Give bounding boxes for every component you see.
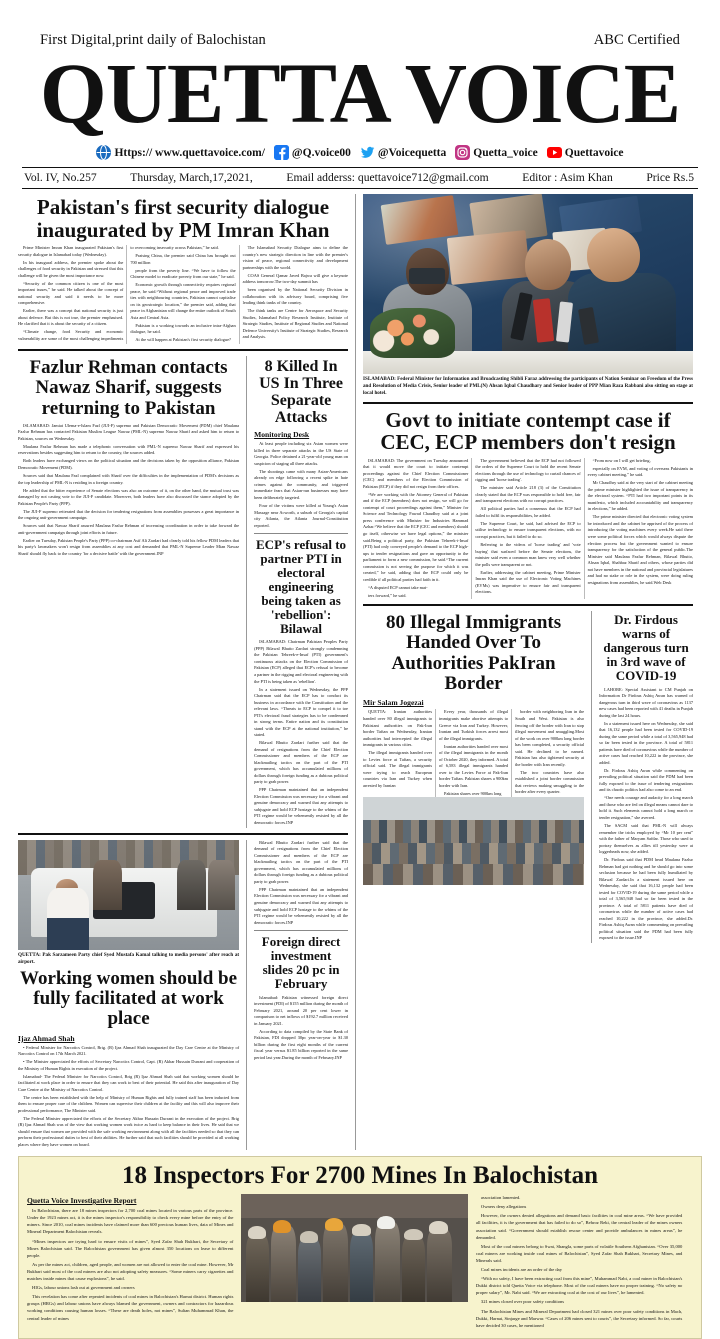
paragraph: Mr Chaudhry said at the very start of the cabinet meeting the prime minister highlighted the issue of transparency in the electoral system. “PTI had two important points in its manifesto, which included accountability and transparency in elections,” he added.	[587, 480, 693, 512]
article-headline: Govt to initiate contempt case if CEC, ECP members don't resign	[380, 407, 676, 455]
paragraph: Every year, thousands of illegal immigrants make abortive attempts to Greece via Iran and Turkey. However, Iranian and Turkish forces arrest most of the illegal immigrants.	[439, 709, 509, 741]
paragraph: border with neighboring Iran in the South and West. Pakistan is also fencing off the border with Iran to stop illegal movement and smuggling.Most of the work on over 900km long border has been completed, a security official said. He declined to be named. Pakistan has also tightened security at the border with Iran recently.	[515, 709, 585, 767]
paragraph: At least people including six Asian women were killed in three separate attacks in the US State of Georgia. Police detained a 21-year-old young man on suspicion of staging all three attacks.	[254, 441, 348, 466]
youtube-label: Quettavoice	[564, 146, 624, 159]
bilawal-continued	[254, 840, 348, 926]
left-bottom-row	[18, 840, 348, 1150]
article-firdous-covid[interactable]	[599, 611, 693, 943]
paragraph: The Federal Minister appreciated the efforts of the Secretary Akbar Hussain Durrani in the execution of the project. Brig (R) Ijaz Ahmad Shah was of the view that working women work twice as hard to keep balance in their lives. He said that we should ensure that women are provided with the safe working environment along with all the facilities needed so that they can perform their professional duties to best of their abilities. He further said that such facilities should be provided at all working places where they have women on board.	[18, 1115, 240, 1147]
paragraph: ISLAMABAD: Chairman Pakistan Peoples Party (PPP) Bilawal Bhutto Zardari strongly condemning the Pakistan Tehreek-e-Insaf (PTI) government's continuous attacks on the Election Commission of Pakistan (ECP) alleged that ECP's refusal to become a partner in the rigging and electoral engineering with the PTI is being taken as 'rebellion'.	[254, 639, 348, 684]
article-body	[363, 709, 584, 797]
paragraph: The shootings came with many Asian-Americans already on edge following a recent spike in hate crimes against the community, and triggered immediate fears that Asian-run businesses may have been deliberately targeted.	[254, 468, 348, 500]
main-column-divider	[355, 194, 356, 1150]
volume-number: Vol. IV, No.257	[24, 171, 97, 185]
paragraph: Coal mines incidents are an order of the day	[480, 1267, 563, 1273]
article-body	[18, 245, 348, 344]
paragraph: Both leaders have exchanged views on the political situation and the decisions taken by the opposition alliance, Pakistan Democratic Movement (PDM).	[18, 458, 240, 470]
paragraph: In a statement issued on Wednesday, the PPP Chairman said that the ECP has to conduct its business in accordance with the Constitution and the relevant laws. “Threats to ECP to compel it to toe PTI's electoral fraud strategies has to be condemned in strong terms. Entire nation and its constitution stand with the ECP at the national institution,” he stated.	[254, 686, 348, 738]
paragraph: Praising China, the premier said China has brought out 700 million	[130, 253, 236, 265]
paragraph: “Security of the common citizen is one of the most important issues,” he said. He talked about the concept of national security and said it needs to be more comprehensive.	[18, 280, 124, 306]
photo-caption: ISLAMABAD: Federal Minister for Information and Broadcasting Shibli Faraz addressing the participants of Nation Seminar on Freedom of the Press and Resolution of Media Crisis, Senior leader of PML(N) Ahsan Iqbal Chaudhary and Senior leader of PPP Mian Raza Rabbani also sitting on stage at local hotel.	[363, 376, 693, 397]
paragraph: The two countries have also established a joint border commission that reviews making smuggling to the border after every quarter.	[515, 769, 585, 795]
section-divider	[18, 349, 348, 351]
masthead-divider-2	[22, 188, 698, 189]
paragraph: association lamented.	[480, 1195, 521, 1201]
paragraph: Maulana Fazlur Rehman has made a telephonic conversation with PML-N supremo Nawaz Sharif and expressed his reservations besides suggesting him to return to the country, the sources added.	[18, 443, 240, 456]
tagline: First Digital,print daily of Balochistan	[40, 32, 266, 48]
paragraph: • Federal Minister for Narcotics Control, Brig. (R) Ijaz Ahmad Shah inaugurated the Day Care Centre at the Ministry of Narcotics Control on 17th March 2021.	[18, 1044, 240, 1057]
paragraph: “Climate change, food Security and economic vulnerability are some of the most challenging impediments to overcoming insecurity across Pakistan,” he said.	[18, 245, 219, 341]
article-fdi[interactable]	[254, 935, 348, 1061]
instagram-icon	[455, 145, 470, 160]
paragraph: Iranian authorities handed over most of the illegal immigrants in the month of October 2020, they informed. A total of 6,583 illegal immigrants handed over to the Levies Force at Pak-Iran border Taftan. Pakistan shares a 900km border with Iran.	[439, 743, 509, 788]
paragraph: Most of the coal miners belong to Swat, Shangla, some parts of volatile Southern Afghanistan. “Over 35,000 coal miners are working inside coal mines of Balochistan”, Syed Zafar Shah Bukhari, Secretary Mines, and Minerals said.	[475, 1243, 683, 1263]
paragraph: The Supreme Court, he said, had advised the ECP to utilise technology to ensure transparent elections, with no corrupt practices, but it failed to do so.	[475, 520, 581, 539]
banner-right-column	[476, 1194, 682, 1331]
paragraph: Economic growth through connectivity requires regional peace, he said.“Without regional peace and improved trade ties with neighbouring countries, Pakistan cannot capitalise on its geostrategic location,” the premier said, adding that peace in Afghanistan will change the entire outlook of South Asia and Central Asia.	[130, 282, 236, 320]
left-narrow-column	[254, 356, 348, 828]
article-fazlur-rehman[interactable]	[18, 356, 239, 828]
paragraph: Earlier on Tuesday, Pakistan People's Party (PPP) co-chairman Asif Ali Zardari had clearly told his fellow PDM leaders that his party's lawmakers won't resign from assemblies at any cost and demanded that PML-N Supreme Leader Mian Nawaz Sharif should fly back to the country 'for a decisive battle' with the government.INP	[18, 537, 240, 556]
photo-caption: QUETTA: Pak Sarzameen Party chief Syed Mustafa Kamal talking to media persons' after reach at airport.	[18, 951, 240, 965]
editor-name: Editor : Asim Khan	[522, 171, 613, 185]
paragraph: ISLAMABAD: Jamiat Ulema-e-Islam Fazl (JUI-F) supremo and Pakistan Democratic Movement (PDM) chief Maulana Fazlur Rehman has contacted Pakistan Muslim League Nawaz (PML-N) supremo Nawaz Sharif and asked him to return to Pakistan, sources on Wednesday.	[18, 422, 240, 441]
article-immigrants[interactable]	[363, 611, 584, 943]
right-bottom-row	[363, 611, 693, 943]
paragraph: As per the mines act, children, aged people, and women are not allowed to enter the coal mine. However, Mr Bukhari said most of the coal miners are also not adopting safety measures. “Some miners carry cigarettes and matches inside mines that cause explosions”, he said.	[27, 1261, 234, 1282]
paragraph: COAS General Qamar Javed Bajwa will give a keynote address tomorrow.The two-day summit has	[242, 272, 348, 285]
instagram-label: Quetta_voice	[473, 146, 538, 159]
paragraph: Bilawal Bhutto Zardari further said that the demand of resignations from the Chief Election Commissioner and members of the ECP are blackmailing tactics on the part of the PTI government, which has accumulated millions of dollars through foreign funding as a dubious political party to grab power.	[254, 839, 348, 884]
paragraph: Dr. Firdous Ashiq Awan while commenting on prevailing political situation said the PDM had been fully exposed to the issue of tendering resignations and its chaotic politics had also come to an end.	[599, 767, 693, 793]
banner-body-right	[476, 1194, 682, 1329]
article-headline: Dr. Firdous warns of dangerous turn in 3rd wave of COVID-19	[603, 612, 689, 683]
email-address: Email adderss: quettavoice712@gmail.com	[286, 171, 489, 185]
article-contempt-case[interactable]	[363, 409, 693, 599]
section-divider	[254, 930, 348, 931]
article-lead-security-dialogue[interactable]	[18, 196, 348, 344]
twitter-link[interactable]	[360, 145, 446, 160]
abc-certified-label: ABC Certified	[593, 32, 680, 48]
paragraph: Islamabad- The Federal Minister for Narcotics Control, Brig (R) Ijaz Ahmad Shah said that working women should be facilitated at work place in order to ensure that they can work to best of their potential. He said this after inauguration of Day Care Centre at the Ministry of Narcotics Control.	[18, 1073, 240, 1092]
article-bilawal-ecp[interactable]	[254, 538, 348, 826]
article-us-attacks[interactable]	[254, 358, 348, 529]
section-divider	[18, 833, 348, 835]
paragraph: In a statement issued here on Wednesday, she said that 16,132 people had been tested for COVID-19 during the same period while a total of 3,565,948 had so far been tested in the province. A total of 5811 patients have died of coronavirus while the number of active cases had reached 10,222 in the province, she added.	[599, 720, 693, 765]
paragraph: The Balochistan Mines and Mineral Department had closed 321 mines over poor safety conditions in Mach, Dukki, Harnai, Sinjarge and Marwar. “Cases of 206 mines sent to courts”, the Secretary informed. So far, courts have decided 30 cases, he mentioned	[475, 1308, 683, 1328]
paragraph: Referring to the videos of 'horse trading' and 'vote buying' that surfaced before the Senate elections, the minister said even a common man knew very well whether the polls were transparent or not.	[475, 542, 581, 567]
paragraph: especially on EVM, and voting of overseas Pakistanis in every cabinet meeting,” he said.	[587, 465, 693, 478]
paragraph: QUETTA: Iranian authorities handed over 80 illegal immigrants to Pakistani authorities on Pak-Iran border Taftan on Wednesday, Iranian authorities had intercepted the illegal immigrants in various cities.	[363, 709, 433, 748]
left-column	[18, 194, 348, 1150]
newspaper-title: QUETTA VOICE	[39, 45, 681, 141]
article-headline: 8 Killed In US In Three Separate Attacks	[259, 357, 343, 427]
masthead-info-row	[18, 168, 702, 184]
banner-headline: 18 Inspectors For 2700 Mines In Balochistan	[122, 1161, 598, 1189]
facebook-label: @Q.voice00	[291, 146, 351, 159]
bottom-banner-mines-story[interactable]	[18, 1156, 702, 1339]
article-body	[18, 423, 239, 557]
right-column	[363, 194, 693, 1150]
section-divider	[363, 402, 693, 404]
paragraph: Islamabad: Pakistan witnessed foreign direct investment (FDI) of $155 million during the month of February 2021, around 20 per cent lower in comparison to net inflows of $192.7 million received in January 2021.	[254, 994, 348, 1026]
article-byline: Monitoring Desk	[254, 430, 310, 440]
facebook-link[interactable]	[274, 145, 351, 160]
paragraph: Sources said that Maulana Fazl complained with Sharif over the difficulties in the implementation of PDM's decisions as the top leadership of PML-N is residing in a foreign country.	[18, 473, 240, 485]
banner-left-column	[27, 1194, 233, 1331]
article-body	[254, 995, 348, 1062]
paragraph: ters forward,” he said.	[368, 592, 407, 598]
article-headline: Working women should be fully facilitated at work place	[20, 967, 238, 1030]
paragraph: “A disputed ECP cannot take mat-	[368, 584, 428, 590]
paragraph: The Islamabad Security Dialogue aims to define the country's new strategic direction in line with the premier's vision of peace, regional connectivity and development partnerships with the world.	[242, 245, 348, 270]
article-working-women[interactable]	[18, 969, 239, 1149]
article-headline: Foreign direct investment slides 20 pc in February	[261, 934, 341, 991]
paragraph: been organised by the National Security Division in collaboration with its advisory board, comprising five leading think tanks of the country.	[242, 287, 348, 306]
paragraph: “From now on I will get briefing,	[592, 457, 651, 463]
column-divider	[246, 840, 247, 1150]
paragraph: PPP Chairman maintained that an independent Election Commission was necessary for a vibrant and genuine democracy and warned that any attempts to subjugate and hold ECP hostage to the whims of the PTI regime would be vehemently resisted by all the democratic forces.INP	[254, 787, 348, 825]
paragraph: PPP Chairman maintained that an independent Election Commission was necessary for a vibrant and genuine democracy and warned that any attempts to subjugate and hold ECP hostage to the whims of the PTI regime would be vehemently resisted by all the democratic forces.INP	[254, 886, 348, 925]
paragraph: The think tanks are Centre for Aerospace and Security Studies, Islamabad Policy Research Institute, Institute of Strategic Studies, Institute of Regional Studies and National Defence University's Institute of Strategic Studies, Research and Analysis.	[242, 308, 348, 340]
youtube-icon	[547, 145, 562, 160]
paragraph: Prime Minister Imran Khan inaugurated Pakistan's first security dialogue in Islamabad today (Wednesday).	[18, 245, 124, 257]
banner-grid	[27, 1194, 693, 1331]
paragraph: The centre has been established with the help of Ministry of Human Rights and fully trained staff has been inducted from them to ensure proper care of the children. Women can supervise their children at the facility and this will also improve their professional performance, The Minister said.	[18, 1094, 240, 1113]
paragraph: In his inaugural address, the premier spoke about the challenges of food security in Pakistan and stressed that this challenge will be given the most importance now.	[18, 259, 124, 278]
article-body	[18, 1045, 239, 1149]
masthead	[18, 0, 702, 189]
paragraph: The government believed that the ECP had not followed the orders of the Supreme Court to hold the recent Senate elections through the use of technology to curtail chances of rigging and 'horse trading'.	[475, 457, 581, 483]
paragraph: According to data compiled by the State Bank of Pakistan, FDI dropped 30pc year-on-year to $1.30 billion during the first eight months of the current fiscal year versus $1.85 billion reported in the same period last year.During the month of February.INP	[254, 1028, 348, 1060]
price: Price Rs.5	[646, 171, 694, 185]
paragraph: • The Minister appreciated the efforts of Secretary Narcotics Control, Capt. (R) Akbar Hussain Durrani and cooperation of the Ministry of Human Rights in execution of the project.	[18, 1059, 240, 1071]
left-mid-row	[18, 356, 348, 828]
article-byline: Ijaz Ahmad Shah	[18, 1033, 75, 1043]
paragraph: The illegal immigrants handed over to Levies force at Taftan, a security official said. The illegal immigrants were trying to reach European countries via Iran and Turkey when arrested by Iranian	[363, 750, 433, 788]
column-divider	[591, 611, 592, 943]
paragraph: The prime minister directed that electronic voting system be introduced and the cabinet be apprised of the process of introducing the voting machines every week.He said there were some political forces which would always dispute the election process but the government wanted to ensure transparency for the satisfaction of the general public.The Minister said Maulana Fazlur Rehman, Bilawal Bhutto, Ahsan Iqbal, Shahbaz Sharif and others, whose parties did not have members in the national and provincial legislatures and had no stake or role in the system, were doing ruling resignations from assemblies, he said.Web Desk	[587, 514, 693, 585]
paragraph: At the will happen at Pakistan's first security dialogue?	[135, 337, 231, 343]
youtube-link[interactable]	[547, 145, 624, 160]
paragraph: ISLAMABAD: The government on Tuesday announced that it would move the court to initiate contempt proceedings against the Chief Election Commissioner (CEC) and members of the Election Commission of Pakistan (ECP) if they did not resign from their offices.	[363, 457, 469, 489]
paragraph: “One needs courage and audacity for a long march and those who are fed on illegal means cannot dare to hold it. Such elements cannot hold a long march or tender resignation,” she averred.	[599, 795, 693, 820]
banner-photo-column	[241, 1194, 467, 1331]
paragraph: However, the owners denied allegations and demand basic facilities in coal mine areas. “We have provided all facilities, it is the government that has failed to do so”, Behroz Reki, the central leader of the mines owners association said. “Government should establish rescue center and provide ambulances in mines areas”, he demanded.	[475, 1213, 683, 1240]
article-body	[254, 639, 348, 826]
photo-press-conference	[363, 194, 693, 374]
paragraph: HIGs, labour unions lash out at government and owners	[32, 1285, 135, 1291]
paragraph: “Mines inspectors are trying hard to ensure visits of mines”, Syed Zafar Shah Bukhari, the Secretary of Mines Balochistan said. The Balochistan government has given almost 350 locations on lease to different people.	[27, 1238, 234, 1258]
paragraph: Earlier, addressing the cabinet meeting, Prime Minister Imran Khan said the use of Electronic Voting Machines (EVMs) was imperative to ensure fair and transparent elections.	[475, 569, 581, 595]
website-link[interactable]	[96, 145, 264, 160]
photo-mustafa-kamal	[18, 840, 239, 950]
paragraph: Sources said that Nawaz Sharif assured Maulana Fazlur Rehman of increasing coordination in order to take forward the anti-government campaign through joint efforts in future.	[18, 523, 240, 535]
paragraph: LAHORE: Special Assistant to CM Punjab on Information Dr Firdous Ashiq Awan has warned of dangerous turn in third wave of coronavirus as 1137 new cases had been reported with 41 deaths in Punjab during the last 24 hours.	[599, 686, 693, 718]
paragraph: In Balochistan, there are 18 mines inspectors for 2,700 coal mines located in various parts of the province. Under the 1923 mines act, it is the mines inspector's responsibility to check every mine before the entry of the miners. Since 2010, coal mines incidents have claimed more than 600 precious human lives, data of Mines and Mineral Department Balochistan reveals.	[27, 1208, 234, 1235]
article-byline: Mir Salam Jogezai	[363, 698, 424, 708]
paragraph: people from the poverty line. “We have to follow the Chinese model to eradicate poverty from our state,” he said.	[130, 267, 236, 280]
issue-date: Thursday, March,17,2021,	[130, 171, 253, 185]
paragraph: Bilawal Bhutto Zardari further said that the demand of resignations from the Chief Election Commissioner and members of the ECP are blackmailing tactics on the part of the PTI government, which has accumulated millions of dollars through foreign funding as a dubious political party to grab power.	[254, 740, 348, 785]
paragraph: He added that the bitter experience of Senate elections was also an outcome of it, on the other hand, the mutual trust was damaged by not casting vote to the JUI-F candidate. Moreover, both leaders have also discussed the stance adopted by the Pakistan People's Party (PPP).	[18, 487, 240, 506]
article-headline: 80 Illegal Immigrants Handed Over To Authorities PakIran Border	[385, 612, 562, 695]
twitter-label: @Voicequetta	[377, 146, 447, 159]
column-divider	[246, 356, 247, 828]
paragraph: Four of the victims were killed at Young's Asian Massage near Acworth, a suburb of Georgia's capital city Atlanta, the Atlanta Journal-Constitution reported.	[254, 503, 348, 528]
paragraph: The JUI-F supremo reiterated that the decision for tendering resignations from assemblies possesses a great importance in the ongoing anti-government campaign.	[18, 508, 240, 521]
paragraph: The SACM said that PML-N will always remember the tricks employed by “Mr 10 per cent” with the father of Maryam Safdar. Those who used to portray themselves as allies till yesterday were at loggerheads now, she added.	[599, 823, 693, 855]
paragraph: “We are working with the Attorney General of Pakistan and if the ECP (members) does not resign, we will go for contempt of court proceedings against them,” Minister for Science and Technology Fawad Chaudhry said at a joint press conference with Minister for Industries Hammad Azhar.“We believe that the ECP (CEC and members) should go itself, otherwise we have legal options,” the minister said.Being a political party, the Pakistan Tehreek-i-Insaf (PTI) had only conveyed people's demand to the ECP high-ups to tender resignations and gave an opportunity to the parliament to form a new commission, he said.“The current commission is not serving the purpose for which it was created,” he said, adding that the ECP could only be credible if all political parties had faith in it.	[363, 491, 469, 582]
masthead-top-row	[18, 0, 702, 49]
article-headline: Fazlur Rehman contacts Nawaz Sharif, suggests returning to Pakistan	[29, 356, 228, 419]
paragraph: Earlier, there was a concept that national security is just about defence. But this is not true, the premier emphasised. He clarified that it is about the security of a citizen.	[18, 308, 124, 327]
paragraph: This revelation has come after repeated incidents of coal mines in Balochistan's Harnai district. Human rights groups (HRGs) and labour unions have always blamed the government, owners and contractors for hazardous working conditions causing human losses. “These are death holes, not mines”, Sultan Muhammad Khan, the central leader of mines	[27, 1294, 234, 1321]
paragraph: “With no safety, I have been extracting coal from this mine”, Muhammad Nabi, a coal miner in Balochistan's Dukki district told Quetta Voice via telephone. Most of the coal miners have no proper training. “No safety no proper salary”, Mr. Nabi said. “We are extracting coal at the cost of our lives”, he lamented.	[475, 1276, 683, 1296]
article-headline: Pakistan's first security dialogue inaugurated by PM Imran Khan	[36, 195, 330, 242]
paragraph: Dr. Firdous said that PDM head Maulana Fazlur Rehman had got nothing and he should go into some seclusion because he had been fully humiliated by Bilawal Zardari.In a statement issued here on Wednesday, she said that 16,132 people had been tested for COVID-19 during the same period while a total of 3,565,948 had so far been tested in the province. A total of 5811 patients have died of coronavirus while the number of active cases had reached 10,222 in the province, she added.Dr. Firdous Ashiq Awan while commenting on prevailing political situation said the PDM had been fully exposed to the issue.INP	[599, 857, 693, 941]
article-headline: ECP's refusal to partner PTI in electoral engineering being taken as 'rebellion': Bilawal	[256, 537, 347, 636]
paragraph: All political parties had a consensus that the ECP had failed to fulfil its responsibilities, he added.	[475, 506, 581, 518]
main-content-grid	[18, 194, 702, 1150]
paragraph: The minister said Article 218 (3) of the Constitution clearly stated that the ECP was responsible to hold free, fair and transparent elections with no corrupt practices.	[475, 485, 581, 504]
fdi-column	[254, 840, 348, 1150]
banner-body-left	[27, 1207, 233, 1322]
photo-coal-miners	[241, 1194, 467, 1302]
website-label: Https:// www.quettavoice.com/	[114, 146, 265, 159]
instagram-link[interactable]	[455, 145, 538, 160]
facebook-icon	[274, 145, 289, 160]
article-body	[254, 441, 348, 529]
section-divider	[363, 604, 693, 606]
paragraph: Pakistan is a working towards an inclusive intra-Afghan dialogue, he said.	[130, 322, 236, 335]
twitter-icon	[360, 145, 375, 160]
article-body	[599, 687, 693, 942]
paragraph: Owners deny allegations	[480, 1204, 527, 1210]
banner-byline: Quetta Voice Investigative Report	[27, 1196, 137, 1206]
section-divider	[254, 533, 348, 534]
paragraph: 321 mines closed over poor safety conditions	[480, 1299, 565, 1305]
paragraph: Pakistan shares over 900km long	[444, 790, 502, 796]
globe-icon	[96, 145, 111, 160]
article-body	[363, 458, 693, 599]
photo-immigrants-crowd	[363, 797, 584, 885]
working-women-block	[18, 840, 239, 1150]
social-links-bar	[18, 145, 702, 160]
